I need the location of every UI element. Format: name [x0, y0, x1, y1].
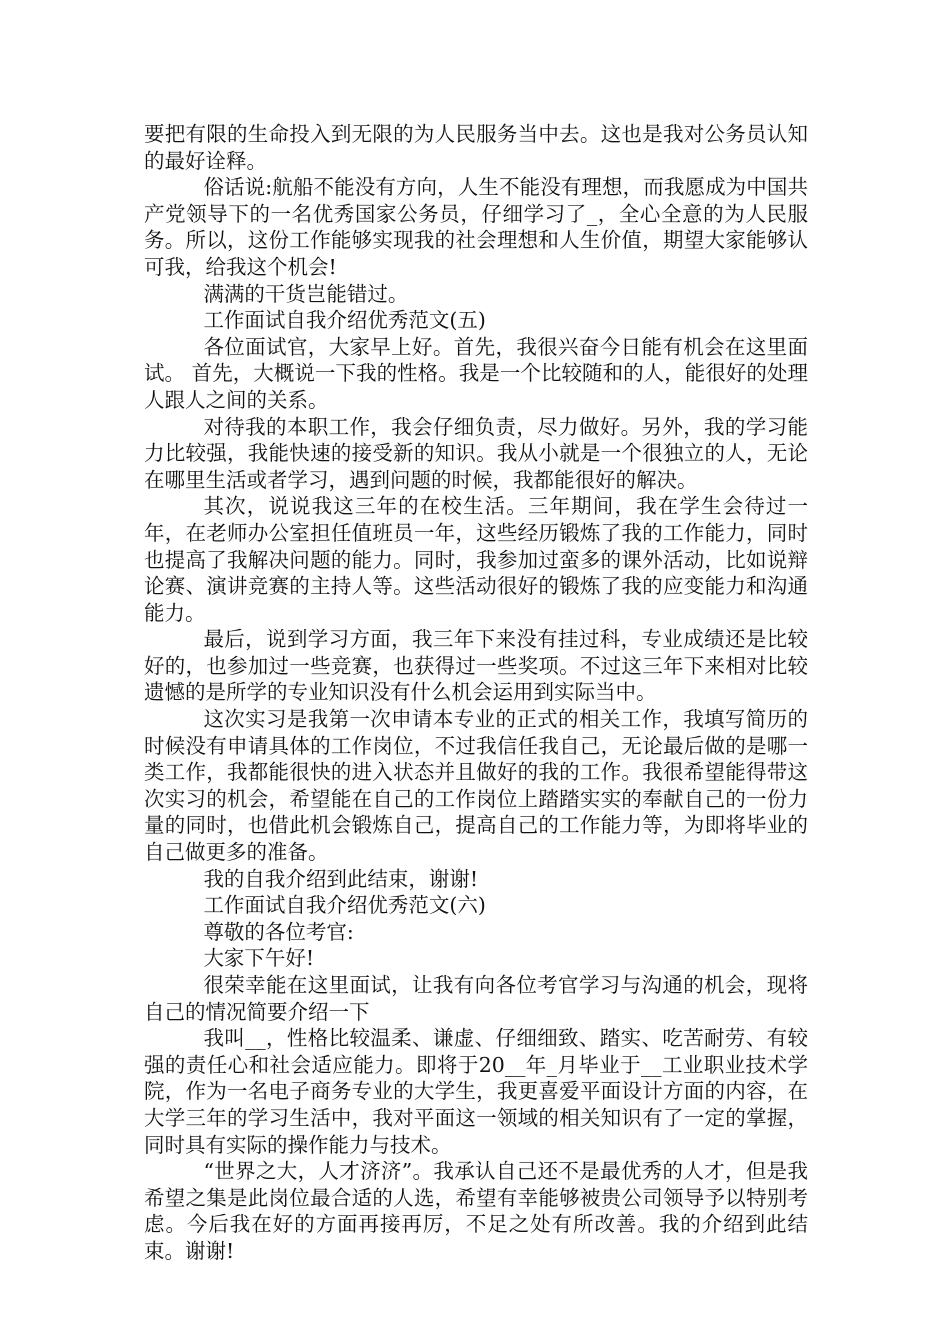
paragraph: 这次实习是我第一次申请本专业的正式的相关工作，我填写简历的时候没有申请具体的工作岗位，不过我信任我自己，无论最后做的是哪一类工作，我都能很快的进入状态并且做好的我的工作。我很希望能得带这次实习的机会，希望能在自己的工作岗位上踏踏实实的奉献自己的一份力量的同时，也借此机会锻炼自己，提高自己的工作能力等，为即将毕业的自己做更多的准备。: [144, 707, 808, 865]
paragraph: 对待我的本职工作，我会仔细负责，尽力做好。另外，我的学习能力比较强，我能快速的接受新的知识。我从小就是一个很独立的人，无论在哪里生活或者学习，遇到问题的时候，我都能很好的解决。: [144, 414, 808, 492]
paragraph: 我叫__，性格比较温柔、谦虚、仔细细致、踏实、吃苦耐劳、有较强的责任心和社会适应能力。即将于20__年_月毕业于__工业职业技术学院，作为一名电子商务专业的大学生，我更喜爱平面设计方面的内容，在大学三年的学习生活中，我对平面这一领域的相关知识有了一定的掌握，同时具有实际的操作能力与技术。: [144, 1026, 808, 1157]
paragraph: 各位面试官，大家早上好。首先，我很兴奋今日能有机会在这里面试。 首先，大概说一下我的性格。我是一个比较随和的人，能很好的处理人跟人之间的关系。: [144, 334, 808, 412]
paragraph: 要把有限的生命投入到无限的为人民服务当中去。这也是我对公务员认知的最好诠释。: [144, 122, 808, 173]
paragraph: 很荣幸能在这里面试，让我有向各位考官学习与沟通的机会，现将自己的情况简要介绍一下: [144, 973, 808, 1024]
paragraph: 俗话说:航船不能没有方向，人生不能没有理想，而我愿成为中国共产党领导下的一名优秀国家公务员，仔细学习了_，全心全意的为人民服务。所以，这份工作能够实现我的社会理想和人生价值，期望大家能够认可我，给我这个机会!: [144, 175, 808, 279]
salutation: 尊敬的各位考官:: [203, 919, 354, 944]
paragraph: “世界之大，人才济济”。我承认自己还不是最优秀的人才，但是我希望之集是此岗位最合适的人选，希望有幸能够被贵公司领导予以特别考虑。今后我在好的方面再接再厉，不足之处有所改善。我的介绍到此结束。谢谢!: [144, 1159, 808, 1263]
section-heading: 工作面试自我介绍优秀范文(六): [203, 893, 486, 918]
document-body: [144, 121, 808, 1265]
paragraph: 我的自我介绍到此结束，谢谢!: [203, 866, 479, 891]
paragraph: 其次，说说我这三年的在校生活。三年期间，我在学生会待过一年，在老师办公室担任值班员一年，这些经历锻炼了我的工作能力，同时也提高了我解决问题的能力。同时，我参加过蛮多的课外活动，比如说辩论赛、演讲竞赛的主持人等。这些活动很好的锻炼了我的应变能力和沟通能力。: [144, 494, 808, 625]
paragraph: 满满的干货岂能错过。: [203, 281, 409, 306]
paragraph: 最后，说到学习方面，我三年下来没有挂过科，专业成绩还是比较好的，也参加过一些竞赛，也获得过一些奖项。不过这三年下来相对比较遗憾的是所学的专业知识没有什么机会运用到实际当中。: [144, 627, 808, 705]
greeting: 大家下午好!: [203, 946, 315, 971]
section-heading: 工作面试自我介绍优秀范文(五): [203, 308, 486, 333]
